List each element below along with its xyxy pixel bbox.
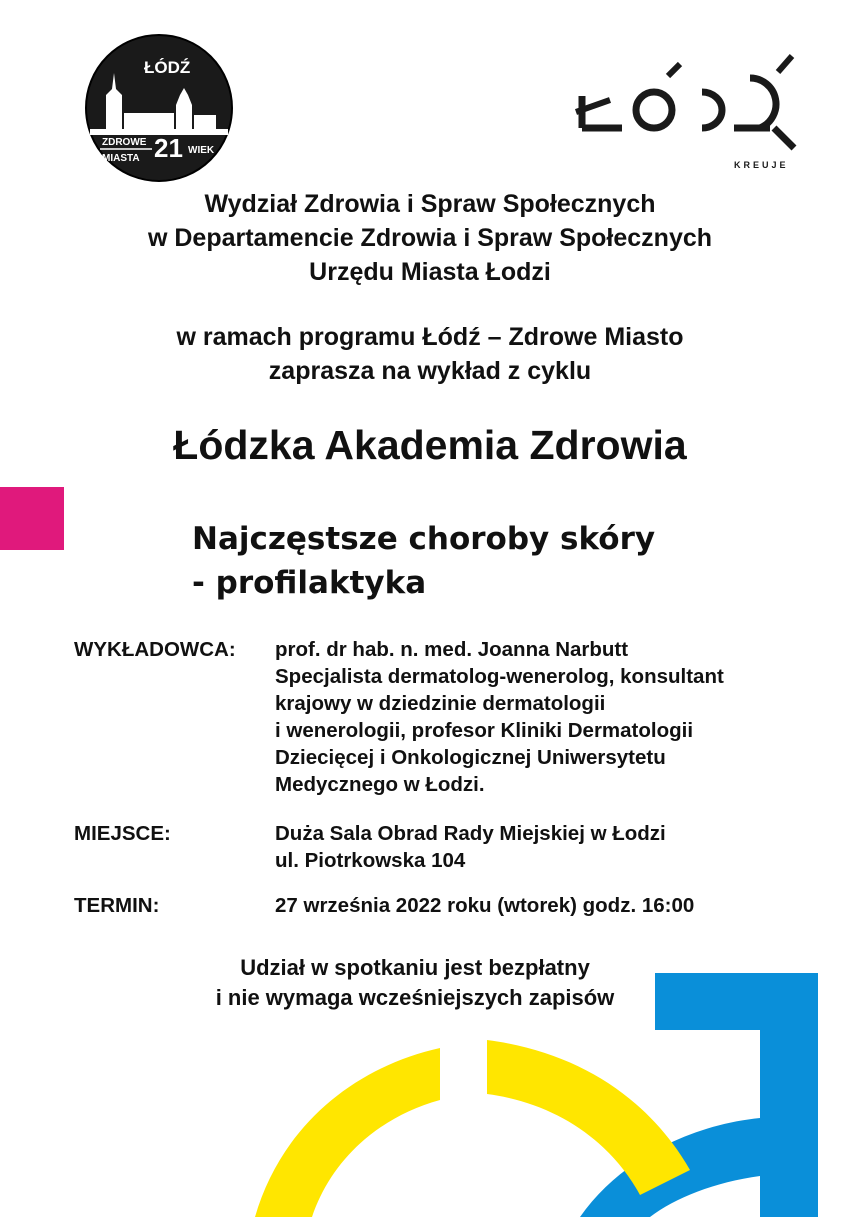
svg-text:ZDROWE: ZDROWE (102, 137, 147, 148)
lecturer-label: WYKŁADOWCA: (74, 638, 236, 661)
date-value: 27 września 2022 roku (wtorek) godz. 16:00 (275, 894, 695, 917)
lodz-kreuje-logo (574, 50, 804, 175)
program-line-1: w ramach programu Łódź – Zdrowe Miasto (176, 323, 684, 351)
lecturer-line: Specjalista dermatolog-wenerolog, konsultant (275, 665, 724, 688)
svg-text:KREUJE: KREUJE (734, 160, 789, 170)
pink-square-decoration (0, 487, 64, 550)
healthy-cities-logo (84, 33, 234, 183)
program-heading (0, 320, 860, 388)
place-line: ul. Piotrkowska 104 (275, 849, 466, 872)
lecturer-line: prof. dr hab. n. med. Joanna Narbutt (275, 638, 629, 661)
lecturer-line: krajowy w dziedzinie dermatologii (275, 692, 606, 715)
blue-arc (580, 1118, 760, 1217)
organizer-heading (0, 187, 860, 289)
topic-line-2: - profilaktyka (192, 565, 427, 601)
svg-text:MIASTA: MIASTA (102, 153, 140, 164)
lecturer-line: i wenerologii, profesor Kliniki Dermatologii (275, 719, 694, 742)
organizer-line-3: Urzędu Miasta Łodzi (309, 258, 551, 286)
organizer-line-2: w Departamencie Zdrowia i Spraw Społecznych (147, 224, 713, 252)
date-label: TERMIN: (74, 894, 160, 917)
attendance-line-2: i nie wymaga wcześniejszych zapisów (215, 985, 615, 1010)
program-line-2: zaprasza na wykład z cyklu (268, 357, 592, 385)
svg-text:ŁÓDŹ: ŁÓDŹ (144, 58, 191, 77)
attendance-note (0, 953, 830, 1013)
svg-text:21: 21 (154, 133, 183, 163)
place-line: Duża Sala Obrad Rady Miejskiej w Łodzi (275, 822, 666, 845)
lodz-brand-icon (574, 50, 804, 175)
lecturer-line: Dziecięcej i Onkologicznej Uniwersytetu (275, 746, 666, 769)
lecturer-line: Medycznego w Łodzi. (275, 773, 485, 796)
attendance-line-1: Udział w spotkaniu jest bezpłatny (240, 955, 590, 980)
healthy-cities-emblem-icon (84, 33, 234, 183)
place-label: MIEJSCE: (74, 822, 171, 845)
svg-text:WIEK: WIEK (188, 145, 215, 156)
series-title: Łódzka Akademia Zdrowia (173, 422, 687, 468)
organizer-line-1: Wydział Zdrowia i Spraw Społecznych (204, 190, 656, 218)
yellow-ring (255, 1048, 440, 1217)
yellow-ring-right (487, 1040, 690, 1195)
place-info (275, 820, 815, 874)
lecture-topic (192, 517, 832, 605)
topic-line-1: Najczęstsze choroby skóry (192, 521, 656, 557)
lecturer-info (275, 636, 815, 798)
